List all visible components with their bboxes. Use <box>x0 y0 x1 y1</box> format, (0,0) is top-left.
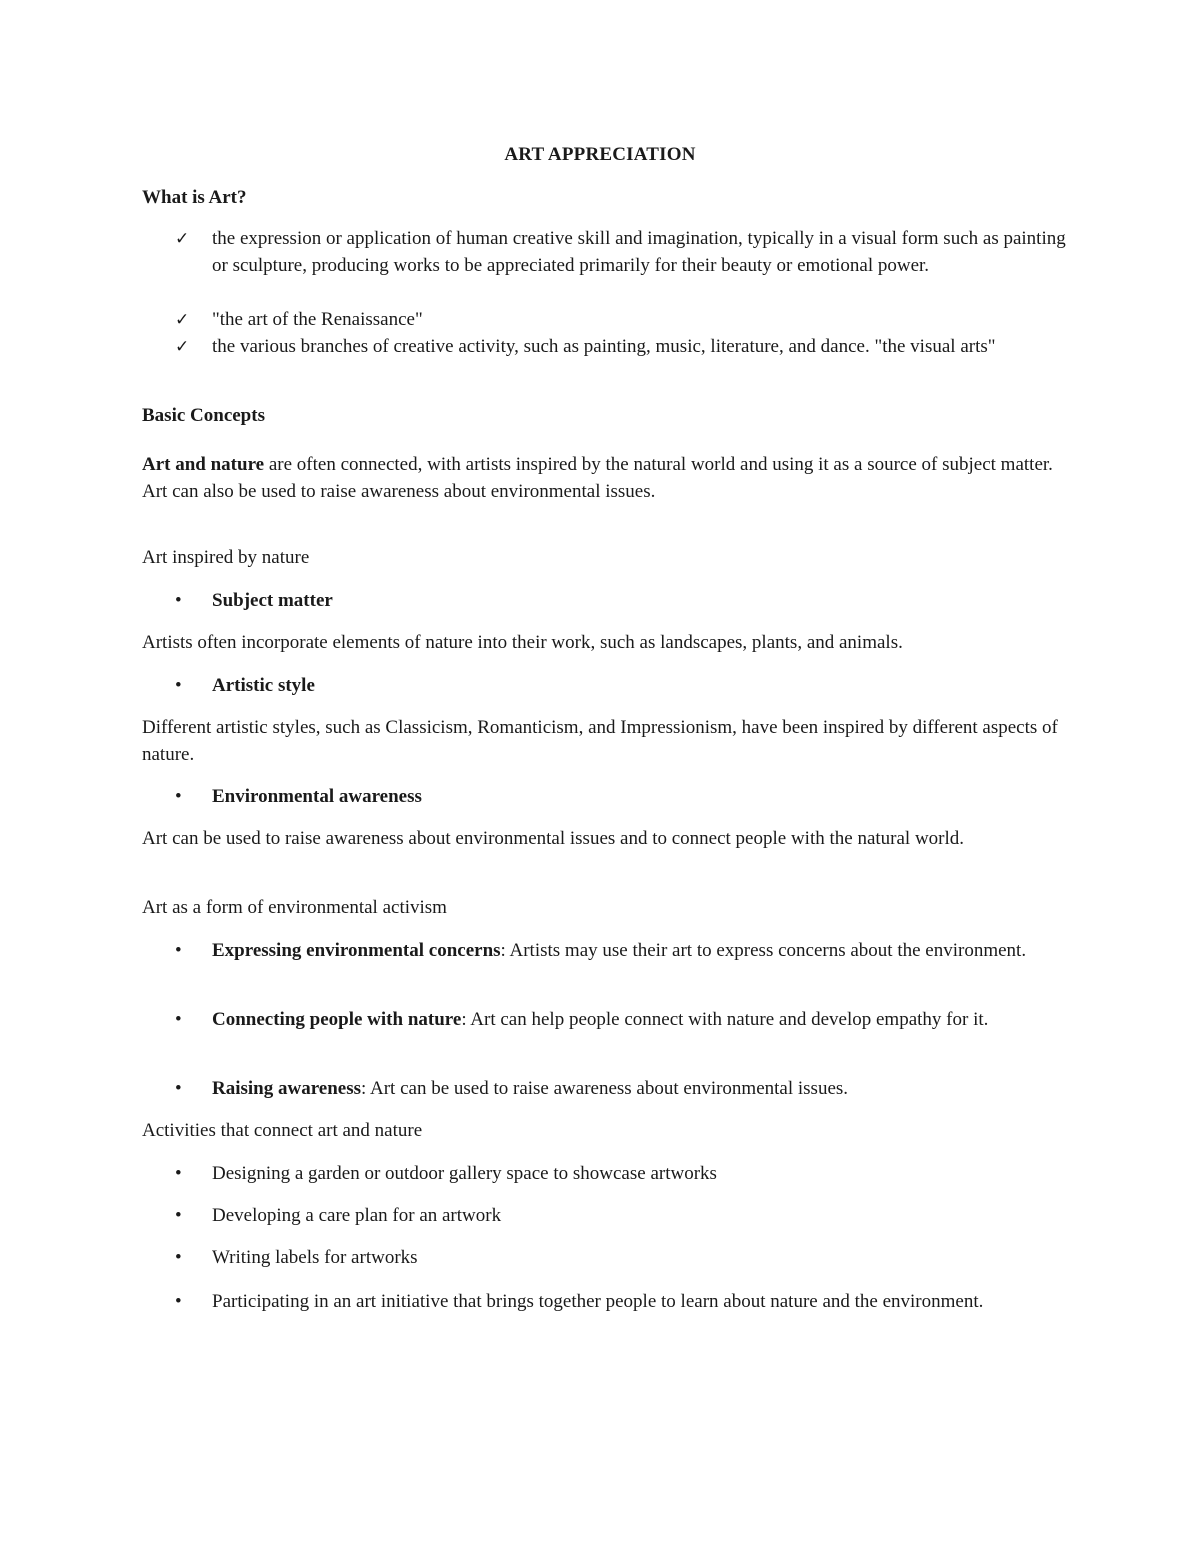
activities-label: Activities that connect art and nature <box>142 1120 423 1141</box>
checkmark-icon: ✓ <box>175 229 190 249</box>
checkmark-icon: ✓ <box>175 337 190 357</box>
bullet-item <box>142 938 1072 965</box>
check-item <box>142 307 1072 334</box>
bullet-icon: • <box>175 675 182 696</box>
bullet-text: : Art can help people connect with nature and develop empathy for it. <box>461 1009 989 1030</box>
basic-concepts-text: are often connected, with artists inspired by the natural world and using it as a source of subject matter. Art can also be used to raise awareness about environmental issues. <box>142 454 1053 502</box>
inspired-by-nature-label: Art inspired by nature <box>142 547 310 568</box>
bullet-text: : Art can be used to raise awareness about environmental issues. <box>361 1078 849 1099</box>
page-title: ART APPRECIATION <box>504 144 696 165</box>
bullet-item <box>142 1161 1072 1188</box>
bullet-item <box>142 588 1072 615</box>
section-title: Environmental awareness <box>212 786 422 807</box>
art-and-nature-term: Art and nature <box>142 454 265 475</box>
bullet-item <box>142 1007 1072 1034</box>
check-item-text: the various branches of creative activity, such as painting, music, literature, and dance. "the visual arts" <box>212 336 996 357</box>
bullet-icon: • <box>175 1163 182 1184</box>
section-title: Subject matter <box>212 590 333 611</box>
section-body: Art can be used to raise awareness about environmental issues and to connect people with the natural world. <box>142 828 965 849</box>
bullet-icon: • <box>175 940 182 961</box>
check-item-text: "the art of the Renaissance" <box>212 309 423 330</box>
basic-concepts-paragraph <box>142 452 1062 505</box>
basic-concepts-heading: Basic Concepts <box>142 405 265 426</box>
bullet-icon: • <box>175 1009 182 1030</box>
bullet-term: Connecting people with nature <box>212 1009 462 1030</box>
bullet-text: Writing labels for artworks <box>212 1247 418 1268</box>
bullet-icon: • <box>175 590 182 611</box>
bullet-icon: • <box>175 1205 182 1226</box>
bullet-item <box>142 673 1072 700</box>
bullet-icon: • <box>175 1247 182 1268</box>
bullet-text: : Artists may use their art to express concerns about the environment. <box>500 940 1027 961</box>
section-body: Different artistic styles, such as Classicism, Romanticism, and Impressionism, have been inspired by different aspects of nature. <box>142 717 1058 765</box>
section-title: Artistic style <box>212 675 315 696</box>
checkmark-icon: ✓ <box>175 310 190 330</box>
check-item-text: the expression or application of human creative skill and imagination, typically in a visual form such as painting or sculpture, producing works to be appreciated primarily for their beauty or emotional power. <box>212 228 1066 276</box>
bullet-item <box>142 1203 1072 1230</box>
bullet-term: Expressing environmental concerns <box>212 940 501 961</box>
bullet-icon: • <box>175 1078 182 1099</box>
what-is-art-heading: What is Art? <box>142 187 247 208</box>
check-item <box>142 226 1072 279</box>
bullet-item <box>142 1289 1072 1316</box>
bullet-text: Developing a care plan for an artwork <box>212 1205 502 1226</box>
bullet-icon: • <box>175 1291 182 1312</box>
section-body: Artists often incorporate elements of nature into their work, such as landscapes, plants, and animals. <box>142 632 903 653</box>
bullet-icon: • <box>175 786 182 807</box>
bullet-item <box>142 784 1072 811</box>
bullet-text: Designing a garden or outdoor gallery space to showcase artworks <box>212 1163 717 1184</box>
bullet-term: Raising awareness <box>212 1078 362 1099</box>
bullet-item <box>142 1245 1072 1272</box>
activism-label: Art as a form of environmental activism <box>142 897 447 918</box>
bullet-text: Participating in an art initiative that brings together people to learn about nature and the environment. <box>212 1291 984 1312</box>
check-item <box>142 334 1072 361</box>
bullet-item <box>142 1076 1072 1103</box>
